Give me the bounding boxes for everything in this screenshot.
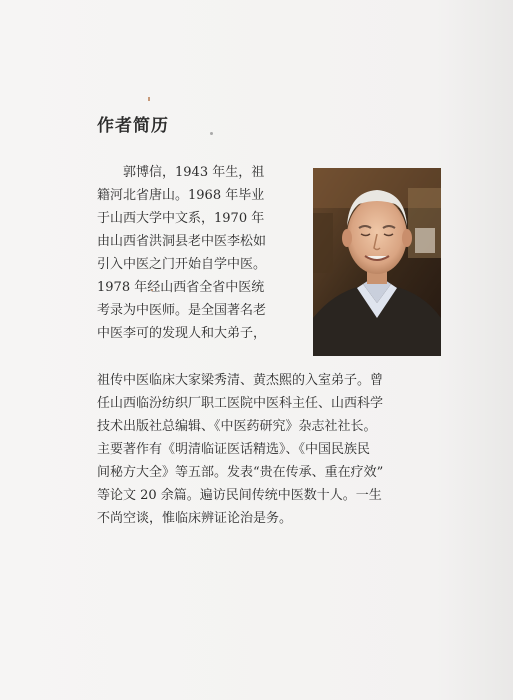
bio-paragraph-narrow [97,161,266,345]
bio-line: 籍河北省唐山。1968 年毕业 [97,188,265,203]
bio-line: 技术出版社总编辑、《中医药研究》杂志社社长。 [97,419,377,434]
bio-line: 由山西省洪洞县老中医李松如 [97,234,267,249]
bio-line: 主要著作有《明清临证医话精选》、《中国民族民 [97,442,371,457]
decorative-mark [210,132,213,135]
bio-line: 不尚空谈，惟临床辨证论治是务。 [97,511,293,526]
bio-line: 祖传中医临床大家梁秀清、黄杰熙的入室弟子。曾 [97,373,384,388]
author-photo [313,168,441,356]
decorative-mark [148,97,150,101]
bio-paragraph-wide [97,369,383,530]
bio-line: 引入中医之门开始自学中医。 [97,257,267,272]
bio-line: 考录为中医师。是全国著名老 [97,303,267,318]
bio-line: 郭博信，1943 年生，祖 [97,165,265,180]
bio-line: 中医李可的发现人和大弟子， [97,326,267,341]
bio-line: 间秘方大全》等五部。发表“贵在传承、重在疗效” [97,465,384,480]
bio-line: 于山西大学中文系，1970 年 [97,211,265,226]
bio-line: 等论文 20 余篇。遍访民间传统中医数十人。一生 [97,488,382,503]
bio-line: 1978 年经山西省全省中医统 [97,280,265,295]
section-heading: 作者简历 [97,116,169,136]
bio-line: 任山西临汾纺织厂职工医院中医科主任、山西科学 [97,396,384,411]
